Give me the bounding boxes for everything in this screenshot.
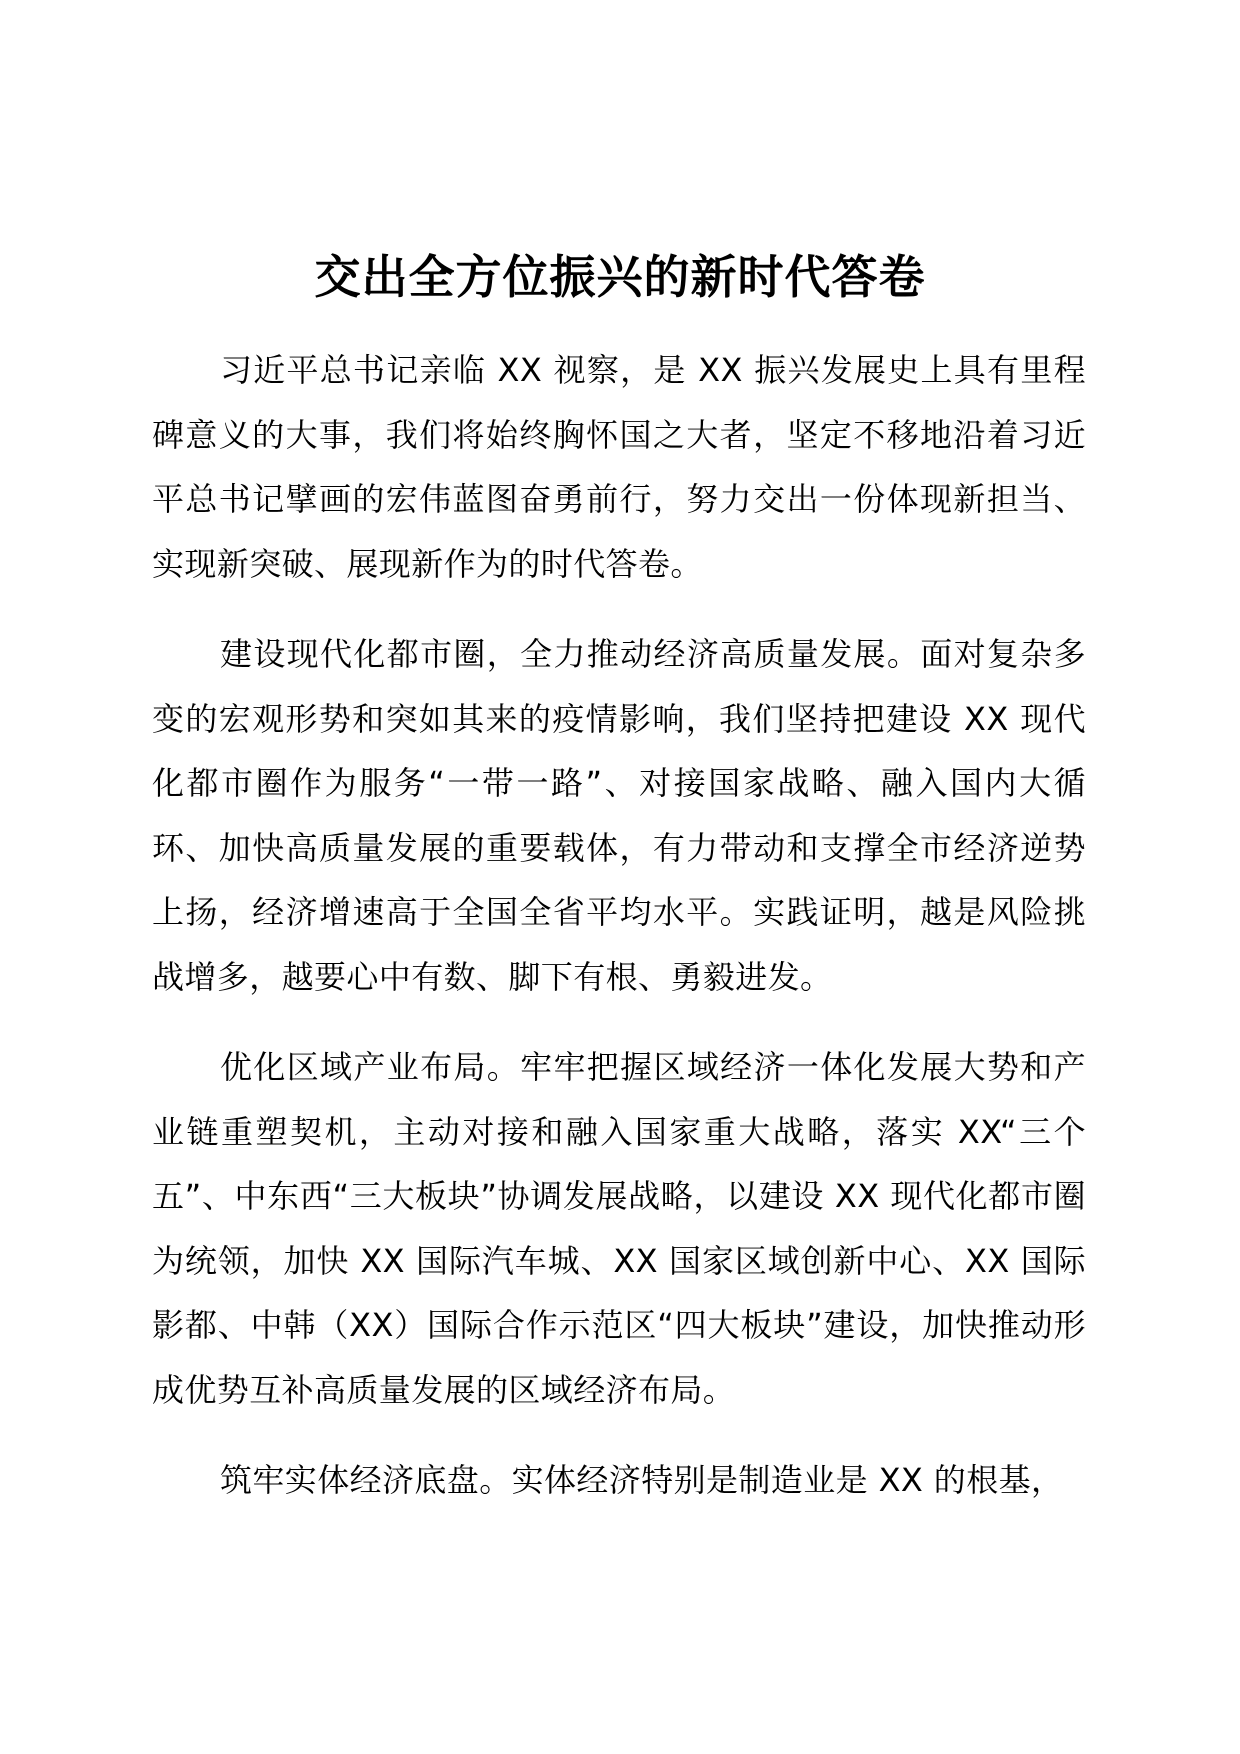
paragraph-3: 优化区域产业布局。牢牢把握区域经济一体化发展大势和产业链重塑契机，主动对接和融入国家重大战略，落实 XX“三个五”、中东西“三大板块”协调发展战略，以建设 XX 现代化都市圈为统领，加快 XX 国际汽车城、XX 国家区域创新中心、XX 国际影都、中韩（XX）国际合作示范区“四大板块”建设，加快推动形成优势互补高质量发展的区域经济布局。	[152, 1048, 1086, 1409]
document-body	[152, 338, 1086, 1539]
paragraph-4: 筑牢实体经济底盘。实体经济特别是制造业是 XX 的根基，	[220, 1461, 1064, 1499]
document-title: 交出全方位振兴的新时代答卷	[314, 250, 926, 304]
paragraph-2: 建设现代化都市圈，全力推动经济高质量发展。面对复杂多变的宏观形势和突如其来的疫情影响，我们坚持把建设 XX 现代化都市圈作为服务“一带一路”、对接国家战略、融入国内大循环、加快高质量发展的重要载体，有力带动和支撑全市经济逆势上扬，经济增速高于全国全省平均水平。实践证明，越是风险挑战增多，越要心中有数、脚下有根、勇毅进发。	[152, 635, 1086, 996]
paragraph-1: 习近平总书记亲临 XX 视察，是 XX 振兴发展史上具有里程碑意义的大事，我们将始终胸怀国之大者，坚定不移地沿着习近平总书记擘画的宏伟蓝图奋勇前行，努力交出一份体现新担当、实现新突破、展现新作为的时代答卷。	[152, 351, 1086, 583]
